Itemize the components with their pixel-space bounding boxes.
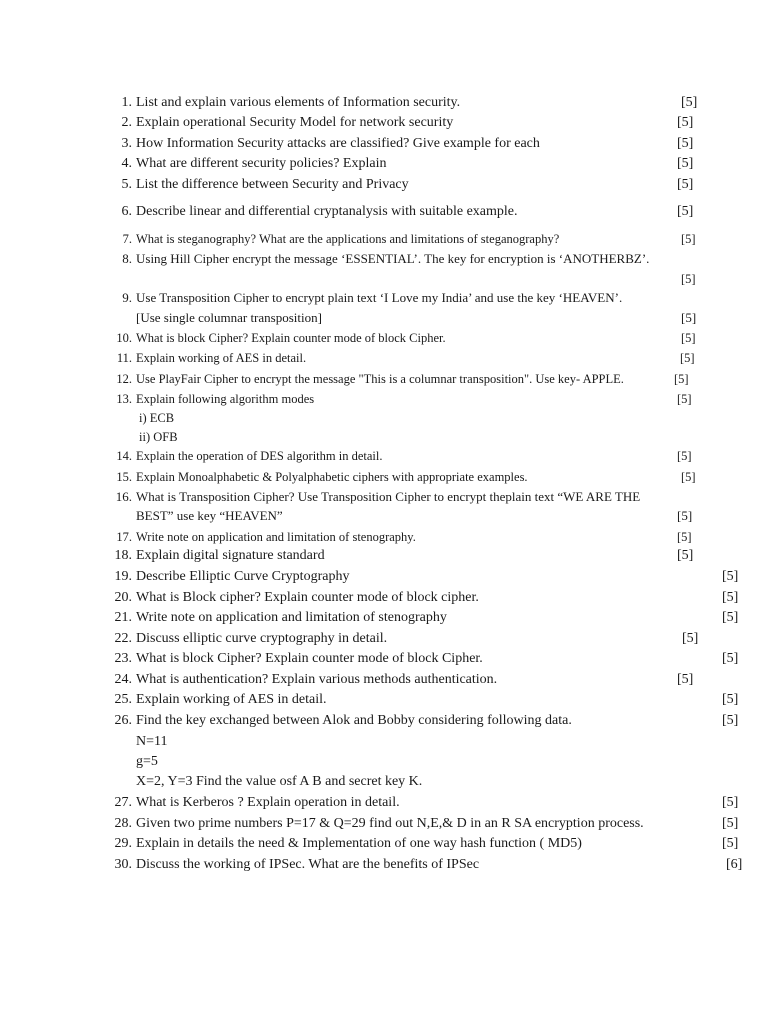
question-text-continued: BEST” use key “HEAVEN” — [136, 508, 283, 523]
question-number: 13. — [116, 392, 132, 406]
question-number: 10. — [116, 331, 132, 345]
question-text: What is block Cipher? Explain counter mode of block Cipher. — [136, 651, 483, 666]
question-text: Given two prime numbers P=17 & Q=29 find out N,E,& D in an R SA encryption process. — [136, 816, 644, 831]
question-marks: [5] — [722, 651, 739, 666]
question-text: List and explain various elements of Information security. — [136, 95, 461, 110]
question-marks: [5] — [677, 392, 692, 406]
question-number: 8. — [122, 251, 132, 266]
question-text: What is steganography? What are the applications and limitations of steganography? — [136, 232, 560, 246]
question-number: 2. — [121, 115, 132, 130]
question-marks: [5] — [681, 331, 696, 345]
question-text: Explain working of AES in detail. — [136, 692, 327, 707]
question-number: 24. — [114, 672, 132, 687]
question-text: Use PlayFair Cipher to encrypt the message "This is a columnar transposition". Use key- APPLE. — [136, 372, 624, 386]
question-number: 12. — [116, 372, 132, 386]
question-marks: [5] — [677, 156, 694, 171]
question-text: What are different security policies? Explain — [136, 156, 387, 171]
question-number: 17. — [116, 530, 132, 544]
question-marks: [5] — [677, 177, 694, 192]
question-marks: [5] — [722, 713, 739, 728]
question-number: 21. — [114, 610, 132, 625]
question-marks: [5] — [722, 836, 739, 851]
question-text: What is Block cipher? Explain counter mode of block cipher. — [136, 590, 479, 605]
question-marks: [5] — [681, 272, 696, 286]
question-number: 26. — [114, 713, 132, 728]
question-number: 7. — [122, 232, 132, 246]
question-text: Using Hill Cipher encrypt the message ‘ESSENTIAL’. The key for encryption is ‘ANOTHERBZ’. — [136, 251, 650, 266]
question-marks: [5] — [722, 816, 739, 831]
question-marks: [5] — [677, 136, 694, 151]
question-text: Use Transposition Cipher to encrypt plain text ‘I Love my India’ and use the key ‘HEAVEN’. — [136, 290, 623, 305]
question-text: What is block Cipher? Explain counter mode of block Cipher. — [136, 331, 446, 345]
question-number: 19. — [114, 569, 132, 584]
given-value: g=5 — [136, 754, 158, 769]
question-marks: [5] — [677, 115, 694, 130]
question-number: 23. — [114, 651, 132, 666]
sub-item: ii) OFB — [139, 430, 178, 444]
question-text: How Information Security attacks are classified? Give example for each — [136, 136, 540, 151]
question-text: Explain the operation of DES algorithm in detail. — [136, 449, 383, 463]
question-marks: [5] — [681, 310, 697, 325]
question-number: 27. — [114, 795, 132, 810]
question-text: Explain in details the need & Implementation of one way hash function ( MD5) — [136, 836, 582, 851]
question-text: Explain following algorithm modes — [136, 392, 315, 406]
question-text: Describe linear and differential cryptanalysis with suitable example. — [136, 204, 518, 219]
question-marks: [5] — [682, 631, 699, 646]
question-text: Explain digital signature standard — [136, 548, 325, 563]
question-text: Find the key exchanged between Alok and Bobby considering following data. — [136, 713, 572, 728]
question-text: Discuss elliptic curve cryptography in detail. — [136, 631, 388, 646]
question-marks: [5] — [677, 672, 694, 687]
question-number: 4. — [121, 156, 132, 171]
question-number: 15. — [116, 470, 132, 484]
question-text: List the difference between Security and Privacy — [136, 177, 409, 192]
question-number: 29. — [114, 836, 132, 851]
question-number: 3. — [121, 136, 132, 151]
given-value: N=11 — [136, 734, 168, 749]
question-number: 1. — [121, 95, 132, 110]
question-text: Write note on application and limitation of stenography. — [136, 530, 416, 544]
question-marks: [5] — [677, 508, 693, 523]
question-text-continued: [Use single columnar transposition] — [136, 310, 322, 325]
question-marks: [5] — [681, 232, 696, 246]
question-text: What is Transposition Cipher? Use Transposition Cipher to encrypt theplain text “WE ARE THE — [136, 489, 641, 504]
given-value: X=2, Y=3 Find the value osf A B and secret key K. — [136, 774, 423, 789]
question-marks: [5] — [681, 95, 698, 110]
question-number: 9. — [122, 290, 132, 305]
question-text: Explain working of AES in detail. — [136, 351, 307, 365]
question-marks: [5] — [677, 449, 692, 463]
question-number: 18. — [114, 548, 132, 563]
question-number: 6. — [121, 204, 132, 219]
question-marks: [6] — [726, 857, 743, 872]
question-text: What is authentication? Explain various methods authentication. — [136, 672, 498, 687]
question-number: 16. — [115, 489, 132, 504]
question-marks: [5] — [722, 795, 739, 810]
question-marks: [5] — [680, 351, 695, 365]
question-marks: [5] — [722, 590, 739, 605]
question-number: 5. — [121, 177, 132, 192]
question-text: What is Kerberos ? Explain operation in detail. — [136, 795, 400, 810]
question-marks: [5] — [722, 610, 739, 625]
question-number: 25. — [114, 692, 132, 707]
question-text: Discuss the working of IPSec. What are the benefits of IPSec — [136, 857, 480, 872]
question-marks: [5] — [674, 372, 689, 386]
question-text: Explain Monoalphabetic & Polyalphabetic ciphers with appropriate examples. — [136, 470, 528, 484]
question-number: 28. — [114, 816, 132, 831]
question-marks: [5] — [722, 569, 739, 584]
question-number: 11. — [116, 351, 132, 365]
question-number: 30. — [114, 857, 132, 872]
question-marks: [5] — [677, 204, 694, 219]
question-text: Explain operational Security Model for network security — [136, 115, 454, 130]
question-text: Write note on application and limitation of stenography — [136, 610, 447, 625]
question-number: 14. — [116, 449, 132, 463]
question-marks: [5] — [677, 530, 692, 544]
question-marks: [5] — [677, 548, 694, 563]
question-marks: [5] — [681, 470, 696, 484]
sub-item: i) ECB — [139, 411, 175, 425]
question-marks: [5] — [722, 692, 739, 707]
question-text: Describe Elliptic Curve Cryptography — [136, 569, 350, 584]
question-number: 22. — [114, 631, 132, 646]
question-number: 20. — [114, 590, 132, 605]
